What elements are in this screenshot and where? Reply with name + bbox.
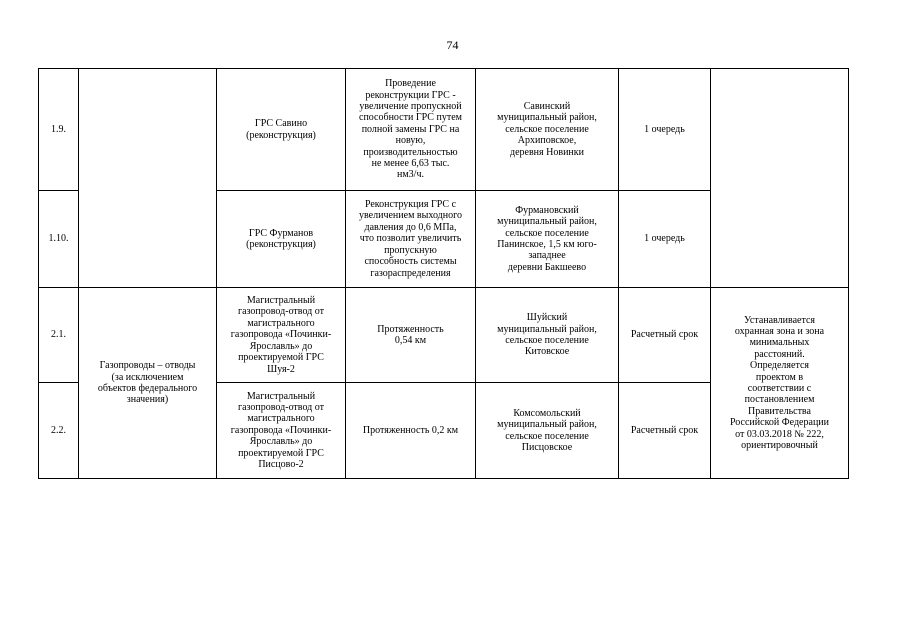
implementation-term: Расчетный срок — [619, 383, 711, 479]
object-name: Магистральный газопровод-отвод от магистрального газопровода «Починки- Ярославль» до проектируемой ГРС Писцово-2 — [217, 383, 346, 479]
object-location: Шуйский муниципальный район, сельское поселение Китовское — [476, 288, 619, 383]
object-location: Фурмановский муниципальный район, сельское поселение Панинское, 1,5 км юго- западнее деревни Бакшеево — [476, 191, 619, 288]
implementation-term: Расчетный срок — [619, 288, 711, 383]
object-characteristics: Протяженность 0,2 км — [346, 383, 476, 479]
row-number: 2.1. — [39, 288, 79, 383]
object-name: Магистральный газопровод-отвод от магистрального газопровода «Починки- Ярославль» до проектируемой ГРС Шуя-2 — [217, 288, 346, 383]
object-location: Комсомольский муниципальный район, сельское поселение Писцовское — [476, 383, 619, 479]
implementation-term: 1 очередь — [619, 69, 711, 191]
group-gas-pipelines: Газопроводы – отводы (за исключением объектов федерального значения) — [79, 288, 217, 479]
page-number: 74 — [446, 38, 459, 52]
row-number: 2.2. — [39, 383, 79, 479]
object-name: ГРС Савино (реконструкция) — [217, 69, 346, 191]
object-location: Савинский муниципальный район, сельское поселение Архиповское, деревня Новинки — [476, 69, 619, 191]
object-characteristics: Проведение реконструкции ГРС - увеличение пропускной способности ГРС путем полной замены ГРС на новую, производительностью не менее 6,63 тыс. нм3/ч. — [346, 69, 476, 191]
object-characteristics: Протяженность 0,54 км — [346, 288, 476, 383]
zone-note: Устанавливается охранная зона и зона минимальных расстояний. Определяется проектом в соответствии с постановлением Правительства Российской Федерации от 03.03.2018 № 222, ориентировочный — [711, 288, 849, 479]
object-name: ГРС Фурманов (реконструкция) — [217, 191, 346, 288]
note-cell-empty — [711, 69, 849, 288]
row-number: 1.9. — [39, 69, 79, 191]
row-number: 1.10. — [39, 191, 79, 288]
table-row — [39, 69, 849, 191]
gas-objects-table — [38, 68, 849, 479]
object-characteristics: Реконструкция ГРС с увеличением выходного давления до 0,6 МПа, что позволит увеличить пропускную способность системы газораспределения — [346, 191, 476, 288]
group-cell-empty — [79, 69, 217, 288]
table-row — [39, 288, 849, 383]
implementation-term: 1 очередь — [619, 191, 711, 288]
